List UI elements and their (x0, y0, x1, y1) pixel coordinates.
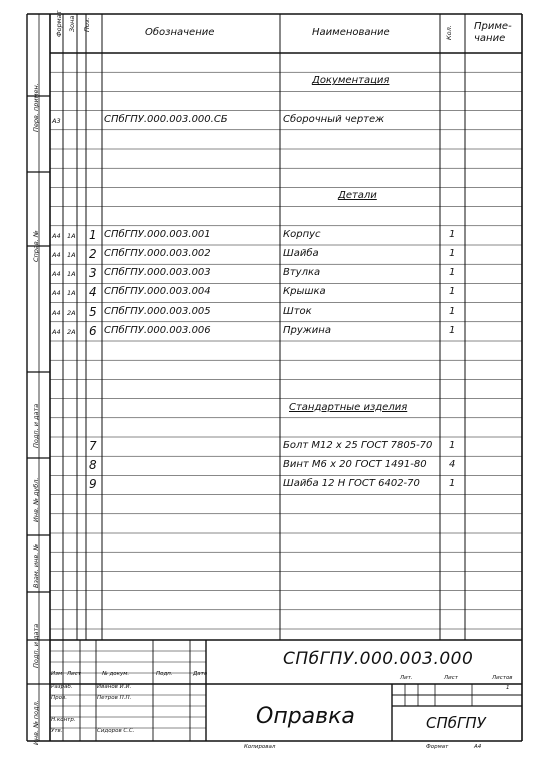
row-qty: 1 (449, 267, 456, 279)
row-designation: СПбГПУ.000.003.002 (104, 248, 211, 259)
lbl-doc-no: № докум. (102, 671, 130, 677)
row-name: Сборочный чертеж (283, 113, 385, 125)
lbl-razrab: Разраб. (51, 684, 73, 690)
row-name: Шайба (283, 248, 319, 259)
person-utv: Сидоров С.С. (97, 728, 135, 734)
row-pos: 8 (89, 458, 97, 473)
row-name: Корпус (283, 228, 321, 240)
row-section-heading: Документация (312, 75, 390, 87)
lbl-list: Лист (67, 671, 81, 677)
header-designation: Обозначение (145, 27, 215, 38)
row-qty: 1 (449, 440, 456, 451)
row-section-heading: Детали (338, 190, 377, 202)
row-zone: 2А (67, 327, 76, 336)
side-perv-primen: Перв. примен. (32, 83, 40, 132)
row-pos: 6 (89, 323, 97, 338)
header-pos: Поз. (83, 17, 91, 32)
row-pos: 5 (89, 304, 97, 319)
row-name: Крышка (283, 286, 326, 298)
row-zone: 1А (67, 231, 76, 240)
side-sprav-no: Справ. № (32, 230, 40, 262)
row-zone: 1А (67, 270, 76, 279)
header-zone: Зона (68, 15, 76, 32)
row-format: А4 (52, 231, 61, 240)
row-pos: 4 (89, 285, 97, 300)
lbl-lit: Лит. (400, 675, 413, 681)
row-format: А4 (52, 251, 61, 259)
footer-format-label: Формат (426, 744, 449, 750)
row-qty: 4 (449, 459, 456, 471)
row-qty: 1 (449, 478, 456, 490)
header-qty: Кол. (445, 25, 453, 40)
lbl-prov: Пров. (51, 695, 67, 701)
org-name: СПбГПУ (426, 714, 486, 732)
side-inv-dubl: Инв. № дубл. (32, 477, 40, 522)
doc-title: Оправка (256, 704, 355, 729)
row-section-heading: Стандартные изделия (289, 401, 408, 413)
row-zone: 1А (67, 289, 76, 298)
row-designation: СПбГПУ.000.003.003 (104, 267, 211, 279)
side-podp-data-2: Подп. и дата (32, 623, 40, 668)
doc-code: СПбГПУ.000.003.000 (283, 649, 474, 669)
row-designation: СПбГПУ.000.003.004 (104, 286, 211, 298)
row-qty: 1 (449, 324, 456, 336)
header-format: Формат (55, 10, 63, 37)
row-pos: 1 (89, 227, 97, 242)
row-format: А4 (52, 289, 61, 298)
header-note-2: чание (474, 33, 506, 44)
lbl-list-2: Лист (444, 675, 458, 681)
row-designation: СПбГПУ.000.003.000.СБ (104, 113, 228, 125)
row-format: А4 (52, 308, 61, 317)
header-name: Наименование (312, 27, 390, 38)
row-pos: 3 (89, 266, 97, 281)
side-vzam-inv: Взам. инв. № (32, 543, 40, 588)
row-qty: 1 (449, 248, 456, 259)
row-qty: 1 (449, 305, 456, 317)
row-name: Шток (283, 305, 312, 317)
row-pos: 9 (89, 477, 97, 492)
row-format: А3 (52, 116, 61, 125)
footer-copied: Копировал (244, 744, 276, 750)
row-designation: СПбГПУ.000.003.005 (104, 305, 211, 317)
row-designation: СПбГПУ.000.003.001 (104, 228, 211, 240)
row-format: А4 (52, 270, 61, 279)
row-name: Винт М6 х 20 ГОСТ 1491-80 (283, 459, 427, 471)
row-zone: 1А (67, 251, 76, 259)
lbl-utv: Утв. (51, 728, 63, 734)
person-prov: Петров П.П. (97, 695, 132, 701)
row-name: Шайба 12 Н ГОСТ 6402-70 (283, 478, 420, 490)
sheet-count: 1 (506, 685, 510, 691)
row-name: Втулка (283, 267, 321, 279)
header-note-1: Приме- (474, 21, 512, 32)
row-pos: 7 (89, 439, 97, 453)
lbl-listov: Листов (492, 675, 513, 681)
row-name: Болт М12 х 25 ГОСТ 7805-70 (283, 440, 433, 451)
lbl-n-kontr: Н.контр. (51, 717, 76, 723)
row-qty: 1 (449, 286, 456, 298)
lbl-data: Дата (193, 671, 208, 677)
footer-format-value: А4 (474, 744, 482, 750)
row-qty: 1 (449, 228, 456, 240)
row-name: Пружина (283, 324, 331, 336)
row-zone: 2А (67, 308, 76, 317)
side-podp-data-1: Подп. и дата (32, 403, 40, 448)
lbl-podp: Подп. (156, 671, 173, 677)
lbl-izm: Изм. (51, 671, 64, 677)
row-designation: СПбГПУ.000.003.006 (104, 324, 211, 336)
row-format: А4 (52, 327, 61, 336)
row-pos: 2 (89, 247, 97, 261)
side-inv-podl: Инв. № подл. (32, 700, 40, 745)
person-razrab: Иванов И.И. (97, 684, 132, 690)
